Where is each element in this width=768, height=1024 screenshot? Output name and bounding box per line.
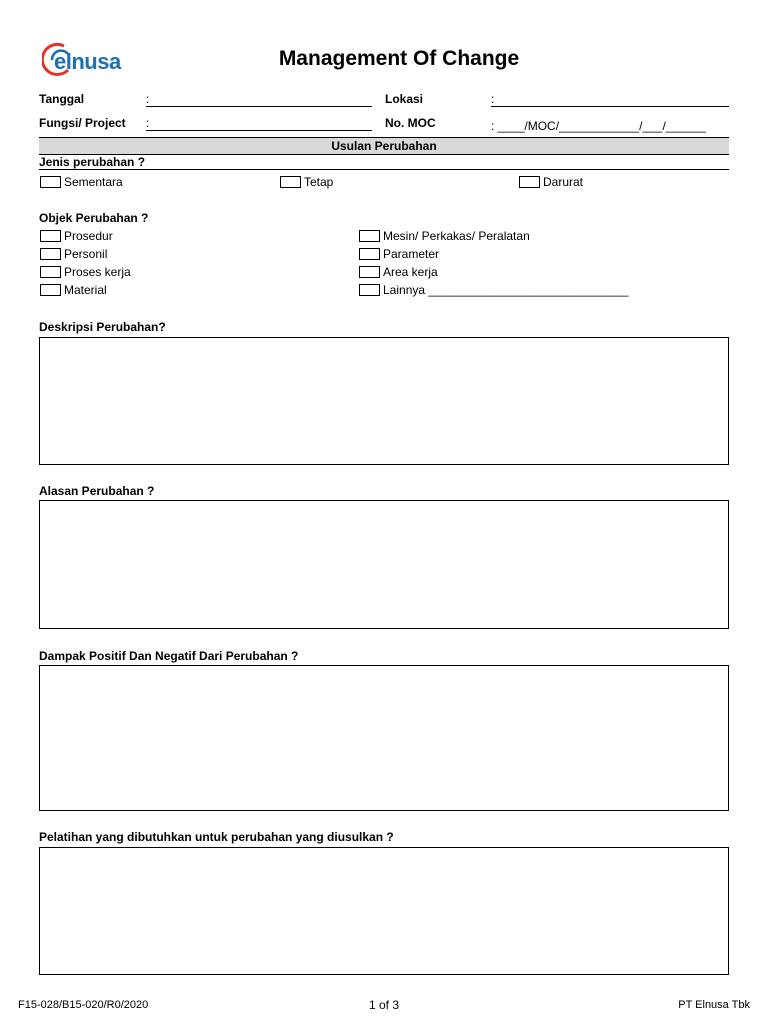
checkbox-box[interactable] (359, 230, 380, 242)
logo-text: elnusa (54, 49, 121, 74)
checkbox-box[interactable] (359, 266, 380, 278)
checkbox-label: Darurat (543, 175, 584, 189)
jenis-label: Jenis perubahan ? (39, 155, 146, 169)
dampak-label: Dampak Positif Dan Negatif Dari Perubahan ? (39, 649, 299, 663)
fungsi-label: Fungsi/ Project (39, 116, 126, 130)
dampak-textarea[interactable] (39, 665, 729, 811)
checkbox-box[interactable] (519, 176, 540, 188)
deskripsi-label: Deskripsi Perubahan? (39, 320, 166, 334)
checkbox-label: Lainnya ______________________________ (383, 283, 629, 297)
checkbox-label: Prosedur (64, 229, 113, 243)
checkbox-box[interactable] (359, 284, 380, 296)
checkbox-label: Sementara (64, 175, 123, 189)
checkbox-box[interactable] (40, 266, 61, 278)
checkbox-box[interactable] (359, 248, 380, 260)
footer-doc-code: F15-028/B15-020/R0/2020 (18, 999, 149, 1011)
objek-label: Objek Perubahan ? (39, 211, 149, 225)
alasan-textarea[interactable] (39, 500, 729, 629)
checkbox-box[interactable] (40, 176, 61, 188)
checkbox-label: Material (64, 283, 107, 297)
checkbox-box[interactable] (40, 248, 61, 260)
nomoc-field[interactable]: : ____/MOC/____________/___/______ (491, 119, 706, 133)
checkbox-darurat[interactable] (519, 175, 583, 189)
checkbox-personil[interactable] (40, 247, 107, 261)
checkbox-sementara[interactable] (40, 175, 123, 189)
checkbox-label: Mesin/ Perkakas/ Peralatan (383, 229, 530, 243)
checkbox-label: Tetap (304, 175, 334, 189)
pelatihan-textarea[interactable] (39, 847, 729, 975)
section-usulan-perubahan: Usulan Perubahan (39, 137, 729, 155)
checkbox-material[interactable] (40, 283, 107, 297)
checkbox-area-kerja[interactable] (359, 265, 438, 279)
checkbox-prosedur[interactable] (40, 229, 113, 243)
checkbox-tetap[interactable] (280, 175, 333, 189)
checkbox-box[interactable] (40, 230, 61, 242)
tanggal-label: Tanggal (39, 92, 85, 106)
checkbox-label: Parameter (383, 247, 440, 261)
alasan-label: Alasan Perubahan ? (39, 484, 155, 498)
checkbox-label: Area kerja (383, 265, 438, 279)
checkbox-proses-kerja[interactable] (40, 265, 131, 279)
checkbox-parameter[interactable] (359, 247, 439, 261)
fungsi-field[interactable] (146, 116, 372, 131)
checkbox-box[interactable] (280, 176, 301, 188)
tanggal-field[interactable] (146, 92, 372, 107)
checkbox-label: Proses kerja (64, 265, 131, 279)
lokasi-label: Lokasi (385, 92, 424, 106)
checkbox-box[interactable] (40, 284, 61, 296)
footer-page-number: 1 of 3 (368, 998, 400, 1012)
nomoc-label: No. MOC (385, 116, 436, 130)
tanggal-colon: : (146, 92, 150, 106)
checkbox-mesin[interactable] (359, 229, 530, 243)
checkbox-lainnya[interactable] (359, 283, 629, 297)
checkbox-label: Personil (64, 247, 108, 261)
lokasi-field[interactable] (491, 92, 729, 107)
fungsi-colon: : (146, 116, 150, 130)
lokasi-colon: : (491, 92, 495, 106)
deskripsi-textarea[interactable] (39, 337, 729, 465)
footer-company: PT Elnusa Tbk (678, 999, 750, 1011)
page-title: Management Of Change (278, 47, 520, 70)
pelatihan-label: Pelatihan yang dibutuhkan untuk perubahan yang diusulkan ? (39, 830, 394, 844)
jenis-divider (39, 169, 729, 170)
